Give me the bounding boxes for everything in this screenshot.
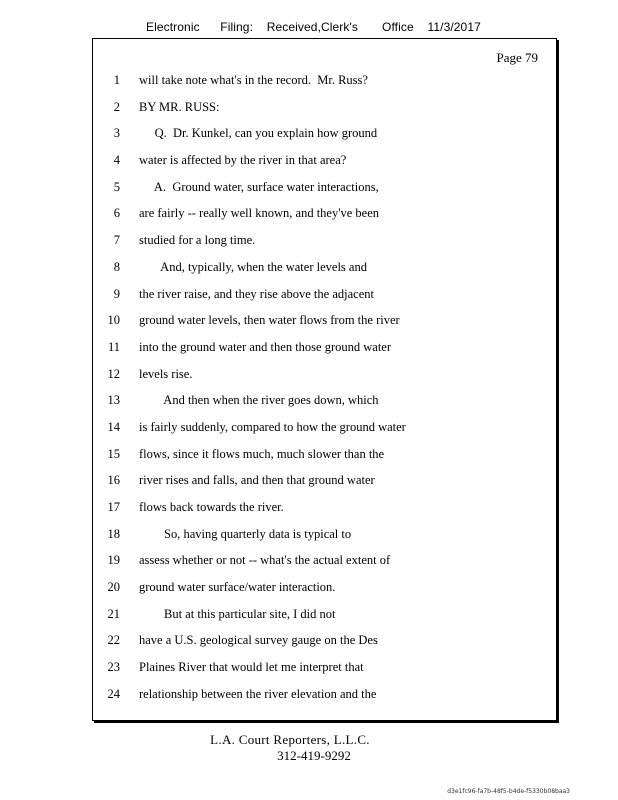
line-number: 18 xyxy=(107,526,120,541)
line-text: Q. Dr. Kunkel, can you explain how ground xyxy=(139,126,378,141)
transcript-line xyxy=(92,308,557,335)
line-text: And then when the river goes down, which xyxy=(139,393,379,408)
line-text: And, typically, when the water levels and xyxy=(139,259,367,274)
transcript-line xyxy=(92,495,557,522)
transcript-line xyxy=(92,468,557,495)
transcript-line xyxy=(92,148,557,175)
line-text: studied for a long time. xyxy=(139,233,256,248)
transcript-line xyxy=(92,255,557,282)
line-text: But at this particular site, I did not xyxy=(139,606,336,621)
line-number: 6 xyxy=(113,206,120,221)
line-number: 7 xyxy=(113,233,120,248)
line-text: the river raise, and they rise above the adjacent xyxy=(139,286,374,301)
transcript-line xyxy=(92,655,557,682)
line-number: 22 xyxy=(107,633,120,648)
transcript-line xyxy=(92,388,557,415)
court-reporter-phone: 312-419-9292 xyxy=(277,748,351,763)
line-number: 3 xyxy=(113,126,120,141)
transcript-lines xyxy=(92,68,557,709)
line-number: 13 xyxy=(107,393,120,408)
transcript-line xyxy=(92,602,557,629)
line-number: 15 xyxy=(107,446,120,461)
line-number: 24 xyxy=(107,686,120,701)
line-text: BY MR. RUSS: xyxy=(139,99,220,114)
line-number: 21 xyxy=(107,606,120,621)
line-text: is fairly suddenly, compared to how the ground water xyxy=(139,419,406,434)
line-text: assess whether or not -- what's the actual extent of xyxy=(139,553,391,568)
transcript-line xyxy=(92,68,557,95)
transcript-line xyxy=(92,522,557,549)
document-hash: d3e1fc96-fa7b-48f5-b4de-f5330b08baa3 xyxy=(447,788,570,795)
line-text: flows, since it flows much, much slower than the xyxy=(139,446,385,461)
transcript-line xyxy=(92,335,557,362)
transcript-line xyxy=(92,415,557,442)
transcript-line xyxy=(92,201,557,228)
court-reporter-firm: L.A. Court Reporters, L.L.C. xyxy=(210,732,370,747)
line-number: 20 xyxy=(107,580,120,595)
line-number: 9 xyxy=(113,286,120,301)
transcript-line xyxy=(92,228,557,255)
line-number: 17 xyxy=(107,500,120,514)
transcript-line xyxy=(92,95,557,122)
line-number: 10 xyxy=(107,313,120,328)
transcript-line xyxy=(92,628,557,655)
line-text: river rises and falls, and then that ground water xyxy=(139,473,375,488)
line-number: 14 xyxy=(107,419,120,434)
line-text: have a U.S. geological survey gauge on the Des xyxy=(139,633,378,648)
line-number: 12 xyxy=(107,366,120,381)
transcript-line xyxy=(92,282,557,309)
transcript-line xyxy=(92,548,557,575)
line-text: Plaines River that would let me interpret that xyxy=(139,660,364,675)
line-text: ground water levels, then water flows from the river xyxy=(139,313,400,328)
transcript-line xyxy=(92,442,557,469)
filing-stamp: Electronic Filing: Received,Clerk's Office 11/3/2017 xyxy=(146,20,481,34)
line-text: will take note what's in the record. Mr. Russ? xyxy=(139,73,368,87)
line-number: 5 xyxy=(113,179,120,194)
line-text: A. Ground water, surface water interactions, xyxy=(139,179,379,194)
transcript-line xyxy=(92,575,557,602)
transcript-line xyxy=(92,362,557,389)
line-text: flows back towards the river. xyxy=(139,500,284,514)
line-number: 11 xyxy=(107,339,120,354)
transcript-line xyxy=(92,682,557,709)
line-number: 19 xyxy=(107,553,120,568)
line-number: 8 xyxy=(113,259,120,274)
line-text: water is affected by the river in that area? xyxy=(139,153,347,168)
transcript-line xyxy=(92,175,557,202)
line-text: ground water surface/water interaction. xyxy=(139,580,336,595)
line-text: So, having quarterly data is typical to xyxy=(139,526,352,541)
line-text: into the ground water and then those ground water xyxy=(139,339,392,354)
line-number: 4 xyxy=(113,153,120,168)
line-number: 23 xyxy=(107,660,120,675)
line-number: 16 xyxy=(107,473,120,488)
transcript-line xyxy=(92,121,557,148)
line-text: levels rise. xyxy=(139,366,193,381)
line-number: 1 xyxy=(113,73,120,87)
page-number: Page 79 xyxy=(496,50,538,65)
line-text: are fairly -- really well known, and they've been xyxy=(139,206,379,221)
line-number: 2 xyxy=(113,99,120,114)
line-text: relationship between the river elevation and the xyxy=(139,686,377,701)
